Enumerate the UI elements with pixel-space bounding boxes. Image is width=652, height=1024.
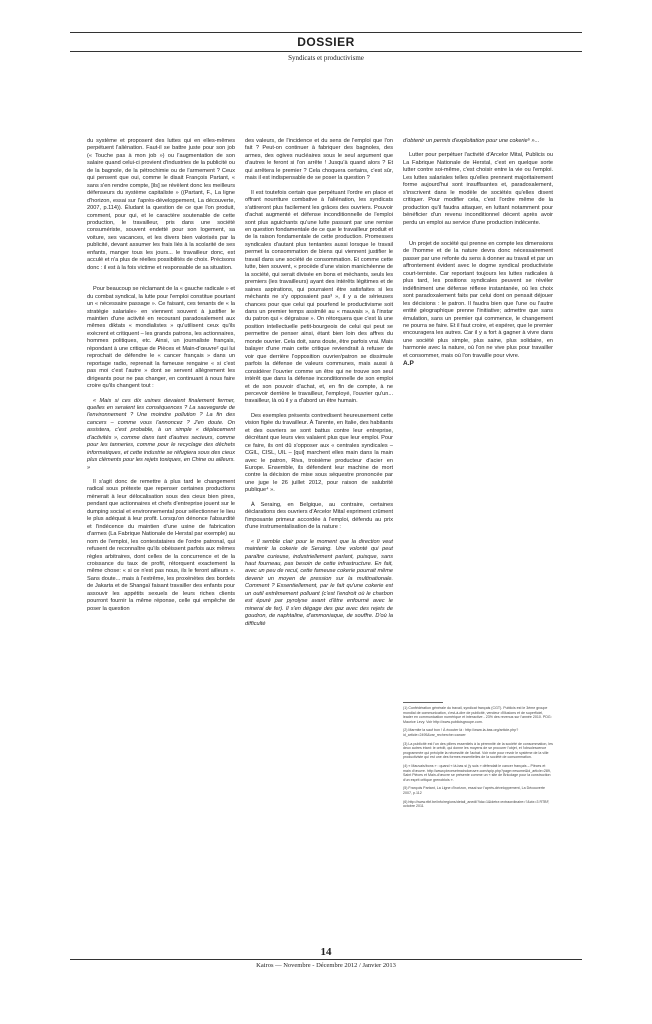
- paragraph: Il s'agit donc de remettre à plus tard le changement radical sous prétexte que repenser certaines productions mènerait à leur délocalisation sous des cieux bien pires, pendant que actionnaires et chefs d'entreprise jouent sur le dumping social et environnemental pour sélectionner le lieu le plus adéquat à leur profit. Lorsqu'on dénonce l'absurdité et l'indécence du maintien d'une usine de fabrication d'armes (La Fabrique Nationale de Herstal par exemple) au nom de l'emploi, les contestataires de l'ordre patronal, qui refusent de reconnaître qu'ils obéissent parfois aux mêmes règles arbitraires, dont celles de la concurrence et de la croissance du taux de profit, rétorquent exactement la même chose: « si ce n'est pas nous, ils le feront ailleurs ». Sans doute... mais à l'extrême, les proxénètes des bordels de Jakarta et de Shangaï faisant travailler des enfants pour assouvir les appétits sexuels de leurs riches clients pourront fournir la même réponse, celle qui empêche de poser la question: [87, 479, 235, 612]
- page-number: 14: [320, 946, 332, 958]
- header-rule: [70, 32, 582, 33]
- paragraph: Des exemples présents contredisent heureusement cette vision figée du travailleur. À Tarente, en Italie, des habitants et des ouvriers se sont battus contre leur entreprise, décrétant que leurs vies valaient plus que leur emploi. Pour ce faire, ils ont dû s'opposer aux « centrales syndicales – CGIL, CISL, UIL – [qui] marchent elles main dans la main avec le patron, Riva, troisième producteur d'acier en Europe. Ensemble, ils défendent leur machine de mort contre la décision de mise sous séquestre prononcée par une juge le 26 juillet 2012, pour raison de salubrité publique⁴ ».: [245, 412, 393, 494]
- quote-paragraph: « Mais si ces dix usines devaient finalement fermer, quelles en seraient les conséquences ? La sauvegarde de l'environnement ? Une moindre pollution ? La fin des cancers – comme vous l'annoncez ? J'en doute. On assistera, c'est probable, à un simple « déplacement d'activités », comme dans tant d'autres secteurs, comme pour les tanneries, comme pour le recyclage des déchets informatiques, et cette industrie se réfugiera sous des cieux plus cléments pour les rejets toxiques, en Chine ou ailleurs. »: [87, 397, 235, 471]
- footer-rule: [70, 959, 582, 960]
- page-header: [70, 32, 582, 62]
- footnote: (4) « Mauvais/bons » : quand « là-bas si j'y suis » défendait le cancer français – Pièces et main d'œuvre. http://www.piecesetmaindoeuvre.com/spip.php?page=resume&id_article=289, Saint Pièces et Main-d'œuvre se présente comme un « site de Bricolage pour la construction d'un esprit critique grenoblois ».: [403, 763, 551, 782]
- section-title: DOSSIER: [297, 35, 355, 49]
- page-footer: [70, 946, 582, 969]
- paragraph: Il est toutefois certain que perpétuant l'ordre en place et offrant nourriture combative à l'aliénation, les syndicats s'attireront plus facilement les grâces des ouvriers. Pouvoir d'achat augmenté et défense inconditionnelle de l'emploi sont plus aguichants qu'une lutte passant par une remise en question fondamentale de ce que le travailleur produit et de la raison fondamentale de cette production. Promesses syndicales d'autant plus tentantes aussi lorsque le travail permet la consommation de biens qui viennent justifier le travail dans une société de consommation. Et comme cette lutte, bien souvent, « procède d'une vision manichéenne de la société, qui serait divisée en bons et méchants, seuls les premiers (les travailleurs) ayant des intérêts légitimes et de saines aspirations, qui pourraient être satisfaites si les méchants ne s'y opposaient pas³ », il y a de sérieuses chances pour que celui qui pourfend le productivisme soit dans un premier temps assimilé au « mauvais », à l'instar du patron qui « dégraisse ». On rétorquera que c'est là une position intellectuelle petit-bourgeois de celui qui peut se permettre de penser ainsi, étant bien loin des affres du monde ouvrier. Cela doit, sans doute, être parfois vrai. Mais balayer d'une main cette critique reviendrait à refuser de voir que derrière l'opposition ouvrier/patron se dissimule parfois la défense de valeurs communes, mais aussi à considérer l'ouvrier comme un être qui ne trouve son seul intérêt que dans la défense inconditionnelle de son emploi et de son pouvoir d'achat, et, en fin de compte, à ne percevoir derrière le travailleur, l'employé, l'ouvrier qu'un... travailleur, là où il y a d'abord un être humain.: [245, 189, 393, 405]
- paragraph: Lutter pour perpétuer l'activité d'Arcelor Mital, Publicis ou La Fabrique Nationale de Herstal, c'est en quelque sorte lutter contre soi-même, c'est choisir entre la vie ou l'emploi. Les luttes salariales telles qu'elles prennent majoritairement forme aujourd'hui sont insuffisantes et, paradoxalement, s'inscrivent dans le modèle de sociétés qu'elles disent critiquer. Pour modifier cela, c'est l'ordre même de la production qu'il faudra attaquer, en luttant notamment pour bénéficier d'un revenu inconditionnel décent après avoir perdu un emploi au service d'une production indécente.: [403, 152, 553, 226]
- footnotes: [403, 702, 553, 813]
- text-column-2: [245, 138, 393, 628]
- section-subtitle: Syndicats et productivisme: [288, 54, 364, 62]
- footnote: (2) Marmite la sauf bon ! À écouter là : http://www.la-bas.org/article.php?id_article=2495&var_recherche=cancer: [403, 728, 519, 737]
- author-signature: A.P: [403, 360, 414, 368]
- paragraph: des valeurs, de l'incidence et du sens de l'emploi que l'on fait ? Peut-on continuer à fabriquer des bagnoles, des armes, des ogives nucléaires sous le seul argument que d'autres le feront si l'on arrête ! Jusqu'à quand alors ? Et qui arrêtera le premier ? Cela choquera certains, c'est sûr, mais il est indispensable de se poser la question ?: [245, 138, 393, 182]
- paragraph: Pour beaucoup se réclamant de la « gauche radicale » et du combat syndical, la lutte pour l'emploi constitue pourtant un « nécessaire passage ». Ce faisant, ces tenants de « la stratégie salariale» en viennent souvent à justifier le maintien d'une activité en recourant paradoxalement aux mêmes diktats « mondialistes » qu'utilisent ceux qu'ils exècrent et critiquent – les grands patrons, les actionnaires, hommes politiques, etc. Ainsi, un journaliste français, répondant à une critique de Pièces et Main-d'œuvre² qui lui reprochait de défendre le « cancer français » dans un reportage radio, reprenait la fameuse rengaine « si c'est pas moi c'est l'autre » dont se servent allègrement les dirigeants pour ne pas changer, en continuant à nous faire croire qu'ils changent tout :: [87, 286, 235, 390]
- footnotes-rule: [403, 702, 443, 703]
- footer-text: Kairos — Novembre - Décembre 2012 / Janvier 2013: [256, 962, 396, 969]
- footnote: (1) Confédération générale du travail, syndicat français (CGT). Publicis est le 3ème groupe mondial de communication, c'est-à-dire de publicité, vendeur d'illusions et de superficiel, leader en communication numérique et interactive - 23% des revenus sur l'année 2010. PDG: Maurice Levy. Voir http://www.publicisgroupe.com.: [403, 706, 552, 724]
- header-rule-bottom: [70, 51, 582, 52]
- footnote: (6) http://www.rtbf.be/info/regions/detail_anedi/?ida=1&idetrz=extraordinaire=?&ctx=3 RTBF, octobre 2011: [403, 799, 550, 809]
- footnote: (5) François Partant, La Ligne d'horizon, essai sur l'après-développement, La Découverte 2007, p.112: [403, 786, 546, 795]
- text-column-1: [87, 138, 235, 613]
- paragraph: Un projet de société qui prenne en compte les dimensions de l'homme et de la nature devra donc nécessairement passer par une refonte du sens à donner au travail et par un affrontement évident avec le dogme syndical productiviste court-terniste. Car reportant toujours les luttes radicales à plus tard, les positions syndicales peuvent se révéler indéfiniment une défense réflexe instantanée, où les choix sont paradoxalement faits par celui dont on pensait déjouer les décisions : le patron. Il faudra bien que l'une ou l'autre entité géographique prenne l'initiative; admettre que sans émulation, sans un premier qui commence, le changement ne pourra se faire. Et il faut croire, et espérer, que le premier encouragera les autres. Car il y a fort à gagner à vivre dans une société plus simple, plus saine, plus solidaire, en harmonie avec la nature, où l'on ne vive plus pour travailler et consommer, mais où l'on travaille pour vivre.: [403, 240, 553, 359]
- paragraph: À Seraing, en Belgique, au contraire, certaines déclarations des ouvriers d'Arcelor Mital expriment crûment l'imposante primeur accordée à l'emploi, défendu au prix d'une instrumentalisation de la nature :: [245, 501, 393, 531]
- footnote: (3) La publicité est l'un des piliers essentiels à la pérennité de la société de consommation, les deux autres étant: le crédit, qui donne les moyens de se procurer l'objet, et l'obsolescence programmée qui précipite la nécessité de l'achat. Voir note pour revoir le système de la ville productiviste qui est une des formes essentielles de la société de consommation.: [403, 741, 553, 760]
- text-column-3: [403, 138, 553, 368]
- quote-paragraph: « Il semble clair pour le moment que la direction veut maintenir la cokerie de Seraing. Une volonté qui peut paraître curieuse, industriellement parlant, puisque, sans haut fourneau, pas besoin de cette infrastructure. En fait, avec un peu de recul, cette fameuse cokerie pourrait même devenir un moyen de pression sur la multinationale. Comment ? Essentiellement, par le fait qu'une cokerie est un outil extrêmement polluant (c'est l'endroit où le charbon est épuré par pyrolyse avant d'être enfourné avec le minerai de fer). Il s'en dégage des gaz avec des rejets de goudron, de naphtaline, d'ammoniaque, de souffre. D'où la difficulté: [245, 538, 393, 627]
- paragraph: du système et proposent des luttes qui en elles-mêmes perpétuent l'aliénation. Faut-il se battre juste pour son job (« Touche pas à mon job ») ou l'augmentation de son salaire quand celui-ci provient d'industries de la publicité ou de la bagnole, de la pétrochimie ou de l'armement ? Ceux qui pensent que oui, comme le disait François Partant, « sans s'en rendre compte, [ils] se révèlent donc les meilleurs défenseurs du système capitaliste » ((Partant, F., La ligne d'horizon, essai sur l'après-développement, La découverte, 2007, p.114)). Éludant la question de ce que l'on produit, comment, pour qui, et le caractère soutenable de cette production, le travailleur, pris dans une société consumériste, souvent endetté pour son logement, sa voiture, ses vacances, et les divers bien valorisés par la publicité, devant assumer les frais liés à la scolarité de ses enfants, manger tous les jours... le travailleur donc, est acculé et n'a plus de réelles possibilités de choix. Précisons donc : il est à la fois victime et responsable de sa situation.: [87, 138, 235, 271]
- quote-paragraph: d'obtenir un permis d'exploitation pour une cokerie⁵ »...: [403, 138, 540, 144]
